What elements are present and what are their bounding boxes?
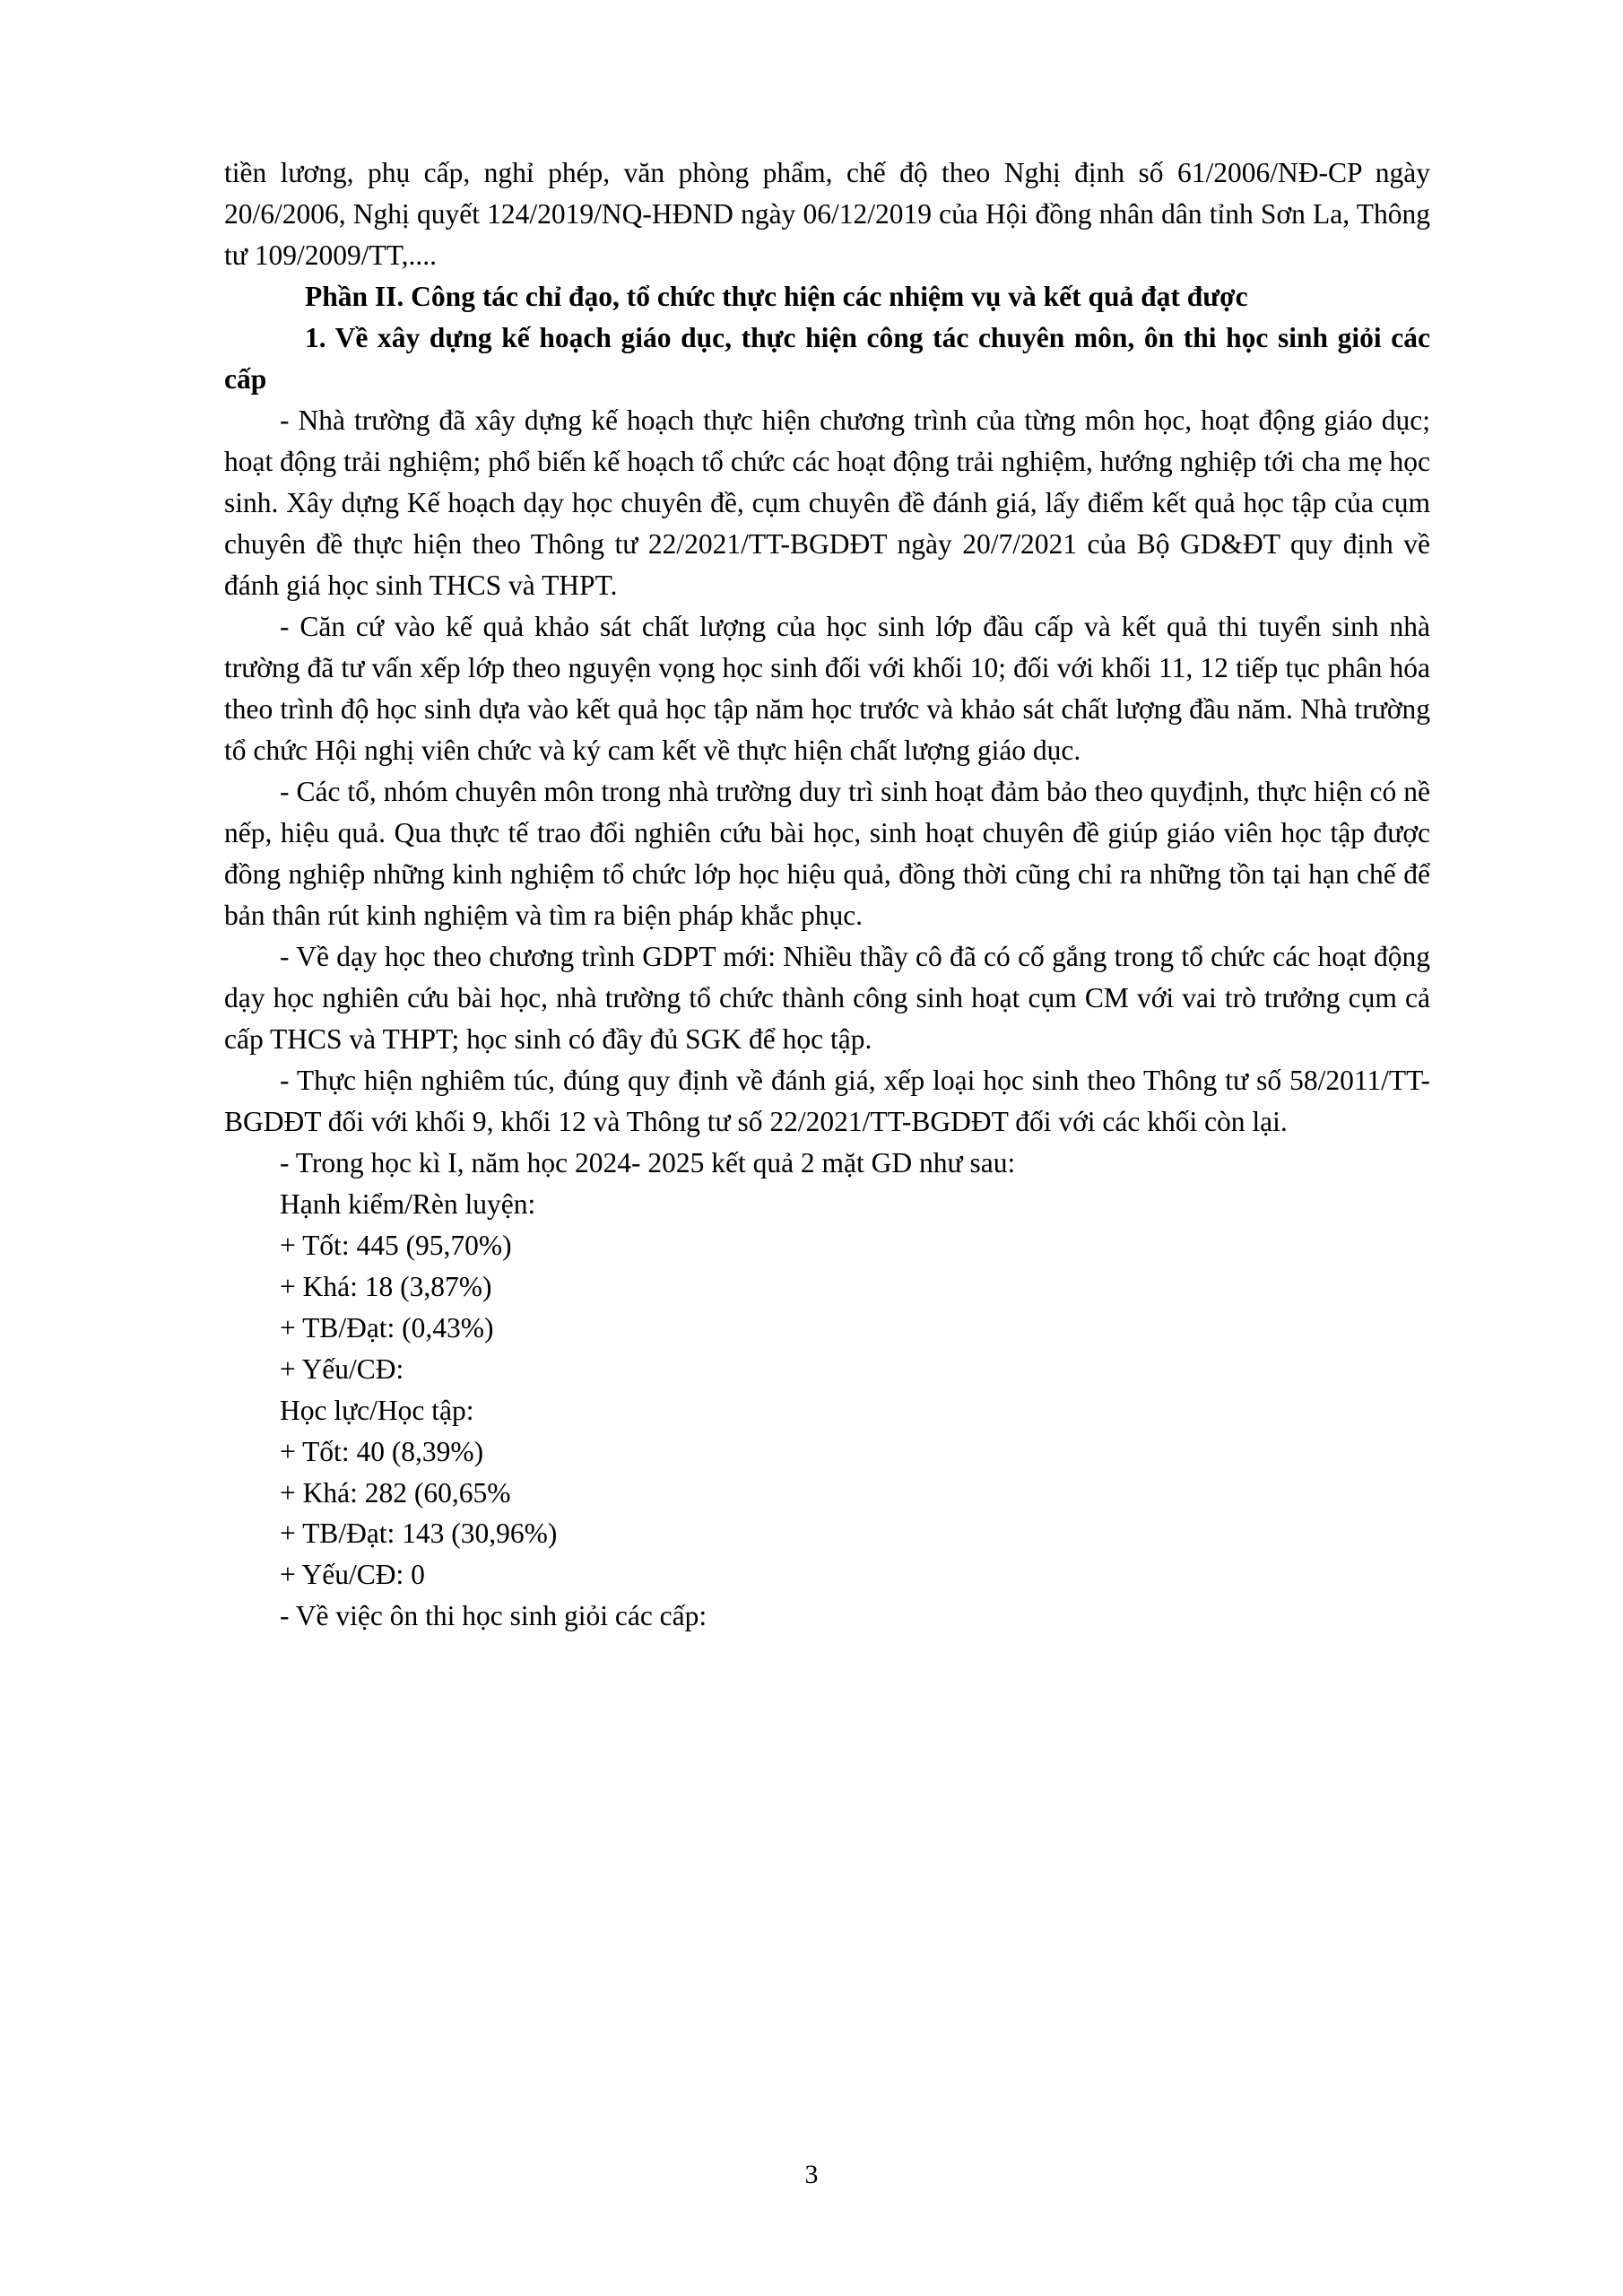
academic-item-excellent: + Tốt: 40 (8,39%) <box>280 1435 484 1467</box>
label-academic-results: Học lực/Học tập: <box>280 1394 474 1426</box>
document-body <box>224 152 1430 1637</box>
heading-section-1: 1. Về xây dựng kế hoạch giáo dục, thực hiện công tác chuyên môn, ôn thi học sinh giỏi các cấp <box>224 321 1430 395</box>
paragraph-gifted-exam-prep: - Về việc ôn thi học sinh giỏi các cấp: <box>280 1600 707 1632</box>
paragraph-professional-groups: - Các tổ, nhóm chuyên môn trong nhà trường duy trì sinh hoạt đảm bảo theo quyđịnh, thực hiện có nề nếp, hiệu quả. Qua thực tế trao đổi nghiên cứu bài học, sinh hoạt chuyên đề giúp giáo viên học tập được đồng nghiệp những kinh nghiệm tổ chức lớp học hiệu quả, đồng thời cũng chỉ ra những tồn tại hạn chế để bản thân rút kinh nghiệm và tìm ra biện pháp khắc phục. <box>224 775 1430 931</box>
paragraph-intro: tiền lương, phụ cấp, nghỉ phép, văn phòng phẩm, chế độ theo Nghị định số 61/2006/NĐ-CP ngày 20/6/2006, Nghị quyết 124/2019/NQ-HĐND ngày 06/12/2019 của Hội đồng nhân dân tỉnh Sơn La, Thông tư 109/2009/TT,.... <box>224 157 1430 271</box>
paragraph-education-plan: - Nhà trường đã xây dựng kế hoạch thực hiện chương trình của từng môn học, hoạt động giáo dục; hoạt động trải nghiệm; phổ biến kế hoạch tổ chức các hoạt động trải nghiệm, hướng nghiệp tới cha mẹ học sinh. Xây dựng Kế hoạch dạy học chuyên đề, cụm chuyên đề đánh giá, lấy điểm kết quả học tập của cụm chuyên đề thực hiện theo Thông tư 22/2021/TT-BGDĐT ngày 20/7/2021 của Bộ GD&ĐT quy định về đánh giá học sinh THCS và THPT. <box>224 404 1430 601</box>
paragraph-semester-results-intro: - Trong học kì I, năm học 2024- 2025 kết quả 2 mặt GD như sau: <box>280 1146 1016 1178</box>
academic-item-good: + Khá: 282 (60,65% <box>280 1476 511 1509</box>
page-number: 3 <box>804 2160 819 2189</box>
paragraph-entrance-survey: - Căn cứ vào kế quả khảo sát chất lượng của học sinh lớp đầu cấp và kết quả thi tuyển sinh nhà trường đã tư vấn xếp lớp theo nguyện vọng học sinh đối với khối 10; đối với khối 11, 12 tiếp tục phân hóa theo trình độ học sinh dựa vào kết quả học tập năm học trước và khảo sát chất lượng đầu năm. Nhà trường tổ chức Hội nghị viên chức và ký cam kết về thực hiện chất lượng giáo dục. <box>224 610 1430 766</box>
paragraph-new-curriculum: - Về dạy học theo chương trình GDPT mới: Nhiều thầy cô đã có cố gắng trong tổ chức các hoạt động dạy học nghiên cứu bài học, nhà trường tổ chức thành công sinh hoạt cụm CM với vai trò trưởng cụm cả cấp THCS và THPT; học sinh có đầy đủ SGK để học tập. <box>224 940 1430 1055</box>
heading-part-ii: Phần II. Công tác chỉ đạo, tổ chức thực hiện các nhiệm vụ và kết quả đạt được <box>305 280 1248 312</box>
conduct-item-weak: + Yếu/CĐ: <box>280 1352 404 1385</box>
conduct-item-average: + TB/Đạt: (0,43%) <box>280 1311 494 1344</box>
conduct-item-excellent: + Tốt: 445 (95,70%) <box>280 1229 512 1261</box>
academic-item-average: + TB/Đạt: 143 (30,96%) <box>280 1518 558 1550</box>
label-conduct-results: Hạnh kiểm/Rèn luyện: <box>280 1187 536 1220</box>
paragraph-student-evaluation: - Thực hiện nghiêm túc, đúng quy định về đánh giá, xếp loại học sinh theo Thông tư số 58/2011/TT-BGDĐT đối với khối 9, khối 12 và Thông tư số 22/2021/TT-BGDĐT đối với các khối còn lại. <box>224 1064 1430 1137</box>
academic-item-weak: + Yếu/CĐ: 0 <box>280 1559 425 1591</box>
conduct-item-good: + Khá: 18 (3,87%) <box>280 1270 492 1302</box>
